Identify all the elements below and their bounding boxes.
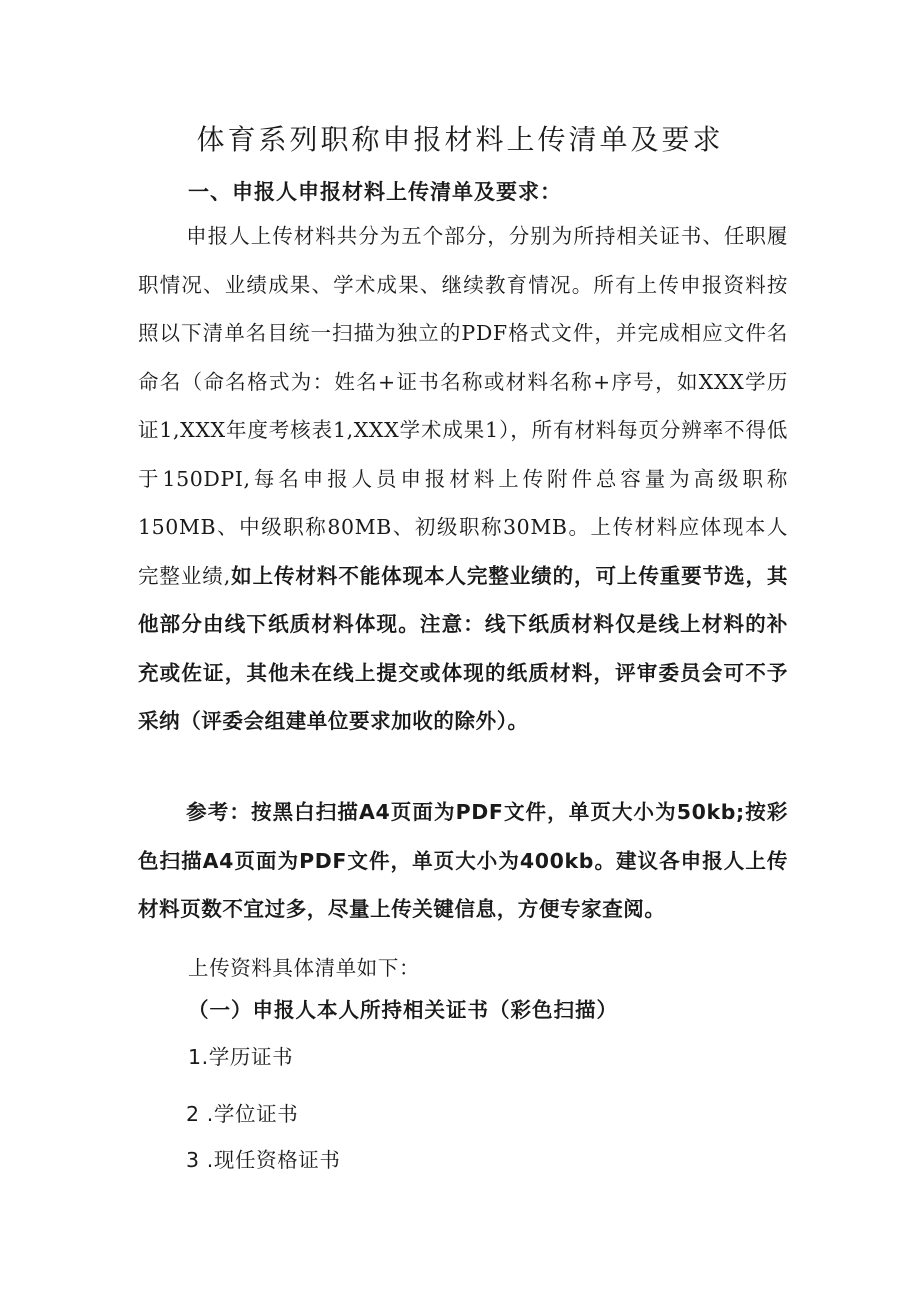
subsection-heading: （一）申报人本人所持相关证书（彩色扫描） [188,998,618,1022]
section-heading: 一、申报人申报材料上传清单及要求： [188,180,562,204]
list-item-number: 3 . [186,1148,214,1172]
list-item-label: 现任资格证书 [213,1148,341,1172]
list-item [186,1097,298,1127]
list-item [186,1143,341,1173]
document-title: 体育系列职称申报材料上传清单及要求 [196,123,724,156]
list-item-number: 2 . [186,1102,214,1126]
list-item-label: 学历证书 [208,1045,294,1069]
list-item [188,1040,293,1070]
reference-paragraph: 参考：按黑白扫描A4页面为PDF文件，单页大小为50kb;按彩色扫描A4页面为PDF文件，单页大小为400kb。建议各申报人上传材料页数不宜过多，尽量上传关键信息，方便专家查阅。 [138,800,788,921]
requirements-bold-text: 如上传材料不能体现本人完整业绩的，可上传重要节选，其他部分由线下纸质材料体现。注意：线下纸质材料仅是线上材料的补充或佐证，其他未在线上提交或体现的纸质材料，评审委员会可不予采纳（评委会组建单位要求加收的除外）。 [138,563,788,733]
requirements-normal-text: 申报人上传材料共分为五个部分，分别为所持相关证书、任职履职情况、业绩成果、学术成果、继续教育情况。所有上传申报资料按照以下清单名目统一扫描为独立的PDF格式文件，并完成相应文件名命名（命名格式为：姓名+证书名称或材料名称+序号，如XXX学历证1,XXX年度考核表1,XXX学术成果1），所有材料每页分辨率不得低于150DPI,每名申报人员申报材料上传附件总容量为高级职称150MB、中级职称80MB、初级职称30MB。上传材料应体现本人完整业绩, [138,224,788,588]
list-intro: 上传资料具体清单如下： [188,956,421,980]
requirements-paragraph [138,212,788,746]
list-item-label: 学位证书 [213,1102,299,1126]
list-item-number: 1. [188,1045,209,1069]
